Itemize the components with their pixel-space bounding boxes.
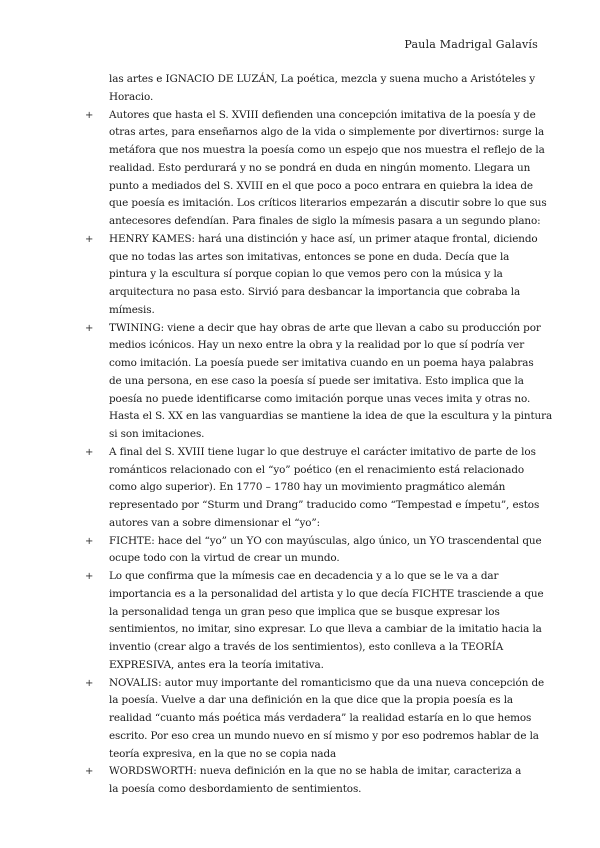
bullet-item-line: como imitación. La poesía puede ser imitativa cuando en un poema haya palabras bbox=[109, 357, 534, 369]
bullet-plus-icon: + bbox=[85, 109, 94, 121]
bullet-item-line: románticos relacionado con el “yo” poético (en el renacimiento está relacionado bbox=[109, 463, 525, 476]
continuation-line: Horacio. bbox=[109, 90, 154, 103]
bullet-item-line: Autores que hasta el S. XVIII defienden una concepción imitativa de la poesía y de bbox=[109, 108, 536, 121]
bullet-item-line: TWINING: viene a decir que hay obras de arte que llevan a cabo su producción por bbox=[109, 321, 541, 334]
bullet-plus-icon: + bbox=[85, 322, 94, 334]
bullet-item-line: importancia es a la personalidad del artista y lo que decía FICHTE trasciende a que bbox=[109, 587, 544, 600]
bullet-plus-icon: + bbox=[85, 233, 94, 245]
bullet-plus-icon: + bbox=[85, 766, 94, 778]
bullet-item-line: que no todas las artes son imitativas, entonces se pone en duda. Decía que la bbox=[109, 250, 510, 263]
bullet-item bbox=[85, 107, 547, 231]
bullet-item-line: metáfora que nos muestra la poesía como un espejo que nos muestra el reflejo de la bbox=[109, 144, 545, 156]
bullet-item-line: WORDSWORTH: nueva definición en la que no se habla de imitar, caracteriza a bbox=[109, 765, 522, 778]
bullet-item bbox=[85, 675, 545, 764]
bullet-item-line: A final del S. XVIII tiene lugar lo que destruye el carácter imitativo de parte de los bbox=[109, 445, 536, 458]
document-body bbox=[85, 71, 553, 799]
continuation-line: las artes e IGNACIO DE LUZÁN, La poética, mezcla y suena mucho a Aristóteles y bbox=[109, 73, 536, 85]
bullet-item-line: representado por “Sturm und Drang” traducido como “Tempestad e ímpetu”, estos bbox=[109, 499, 540, 511]
bullet-item bbox=[85, 533, 542, 569]
bullet-item-line: escrito. Por eso crea un mundo nuevo en sí mismo y por eso podremos hablar de la bbox=[109, 729, 539, 742]
bullet-item bbox=[85, 231, 538, 320]
bullet-item-line: Lo que confirma que la mímesis cae en decadencia y a lo que se le va a dar bbox=[109, 570, 499, 582]
continuation-paragraph bbox=[85, 71, 536, 107]
bullet-item-line: si son imitaciones. bbox=[109, 428, 205, 440]
bullet-item-line: la poesía. Vuelve a dar una definición en la que dice que la propia poesía es la bbox=[109, 694, 514, 707]
bullet-item-line: otras artes, para enseñarnos algo de la vida o simplemente por divertirnos: surge la bbox=[109, 126, 545, 139]
bullet-item bbox=[85, 444, 540, 533]
bullet-item-line: inventio (crear algo a través de los sentimientos), esto conlleva a la TEORÍA bbox=[109, 641, 504, 653]
bullet-item-line: medios icónicos. Hay un nexo entre la obra y la realidad por lo que sí podría ver bbox=[109, 339, 525, 352]
bullet-item-line: autores van a sobre dimensionar el “yo”: bbox=[109, 516, 321, 529]
bullet-item-line: que poesía es imitación. Los críticos literarios empezarán a discutir sobre lo que sus bbox=[109, 197, 547, 210]
bullet-plus-icon: + bbox=[85, 677, 94, 689]
bullet-item-line: antecesores defendían. Para finales de siglo la mímesis pasara a un segundo plano: bbox=[109, 215, 541, 227]
bullet-item-line: Hasta el S. XX en las vanguardias se mantiene la idea de que la escultura y la pintura bbox=[109, 410, 553, 423]
bullet-item-line: como algo superior). En 1770 – 1780 hay un movimiento pragmático alemán bbox=[109, 481, 506, 494]
bullet-plus-icon: + bbox=[85, 446, 94, 458]
page-header-author: Paula Madrigal Galavís bbox=[404, 38, 538, 51]
bullet-plus-icon: + bbox=[85, 535, 94, 547]
bullet-item-line: pintura y la escultura sí porque copian lo que vemos pero con la música y la bbox=[109, 268, 503, 281]
bullet-item-line: la personalidad tenga un gran peso que implica que se busque expresar los bbox=[109, 605, 500, 618]
bullet-item-line: sentimientos, no imitar, sino expresar. Lo que lleva a cambiar de la imitatio hacia la bbox=[109, 623, 542, 636]
bullet-item bbox=[85, 763, 529, 799]
bullet-item-line: NOVALIS: autor muy importante del romanticismo que da una nueva concepción de bbox=[109, 676, 545, 689]
bullet-item-line: ocupe todo con la virtud de crear un mundo. bbox=[109, 552, 340, 565]
bullet-item-line: la poesía como desbordamiento de sentimientos. bbox=[109, 783, 362, 795]
bullet-item bbox=[85, 568, 544, 675]
bullet-item-line: realidad. Esto perdurará y no se pondrá en duda en ningún momento. Llegara un bbox=[109, 161, 531, 174]
bullet-item-line: arquitectura no pasa esto. Sirvió para desbancar la importancia que cobraba la bbox=[109, 286, 521, 298]
bullet-list bbox=[85, 107, 553, 799]
bullet-item-line: mímesis. bbox=[109, 303, 155, 316]
bullet-item-line: poesía no puede identificarse como imitación porque unas veces imita y otras no. bbox=[109, 392, 531, 405]
bullet-item-line: teoría expresiva, en la que no se copia nada bbox=[109, 747, 337, 760]
bullet-item bbox=[85, 320, 553, 444]
bullet-item-line: realidad “cuanto más poética más verdadera” la realidad estaría en lo que hemos bbox=[109, 712, 532, 724]
bullet-item-line: de una persona, en ese caso la poesía sí puede ser imitativa. Esto implica que la bbox=[109, 374, 524, 387]
bullet-item-line: EXPRESIVA, antes era la teoría imitativa. bbox=[109, 658, 324, 671]
bullet-plus-icon: + bbox=[85, 571, 94, 582]
bullet-item-line: punto a mediados del S. XVIII en el que poco a poco entrara en quiebra la idea de bbox=[109, 179, 533, 192]
bullet-item-line: FICHTE: hace del “yo” un YO con mayúsculas, algo único, un YO trascendental que bbox=[109, 534, 542, 547]
bullet-item-line: HENRY KAMES: hará una distinción y hace así, un primer ataque frontal, diciendo bbox=[109, 232, 538, 245]
